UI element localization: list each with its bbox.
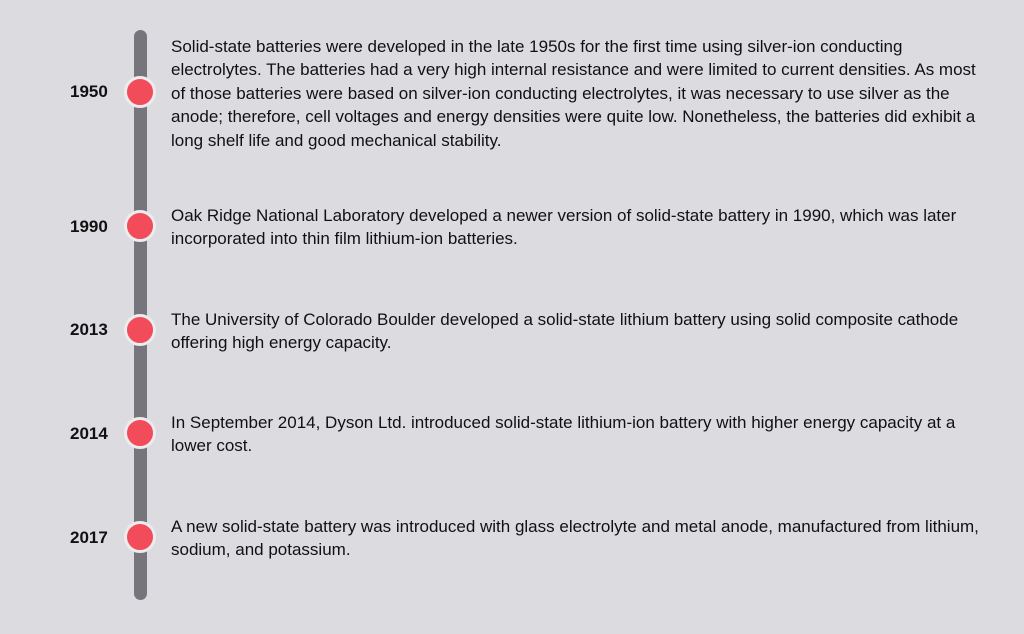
event-description: A new solid-state battery was introduced with glass electrolyte and metal anode, manufactured from lithium, sodium, and potassium.: [171, 517, 979, 560]
event-year: 2014: [70, 424, 108, 443]
event-year: 1990: [70, 217, 108, 236]
timeline-dot: [124, 521, 156, 553]
event-year: 2013: [70, 320, 108, 339]
event-description: In September 2014, Dyson Ltd. introduced solid-state lithium-ion battery with higher energy capacity at a lower cost.: [171, 413, 956, 456]
event-year: 2017: [70, 528, 108, 547]
event-description: Oak Ridge National Laboratory developed a newer version of solid-state battery in 1990, which was later incorporated into thin film lithium-ion batteries.: [171, 206, 957, 249]
timeline-dot: [124, 210, 156, 242]
timeline-dot: [124, 417, 156, 449]
event-description: The University of Colorado Boulder developed a solid-state lithium battery using solid composite cathode offering high energy capacity.: [171, 310, 959, 353]
event-description: Solid-state batteries were developed in the late 1950s for the first time using silver-ion conducting electrolytes. The batteries had a very high internal resistance and were limited to current densities. As most of those batteries were based on silver-ion conducting electrolytes, it was necessary to use silver as the anode; therefore, cell voltages and energy densities were quite low. Nonetheless, the batteries did exhibit a long shelf life and good mechanical stability.: [171, 37, 976, 150]
timeline-dot: [124, 314, 156, 346]
timeline-dot: [124, 76, 156, 108]
event-year: 1950: [70, 82, 108, 101]
